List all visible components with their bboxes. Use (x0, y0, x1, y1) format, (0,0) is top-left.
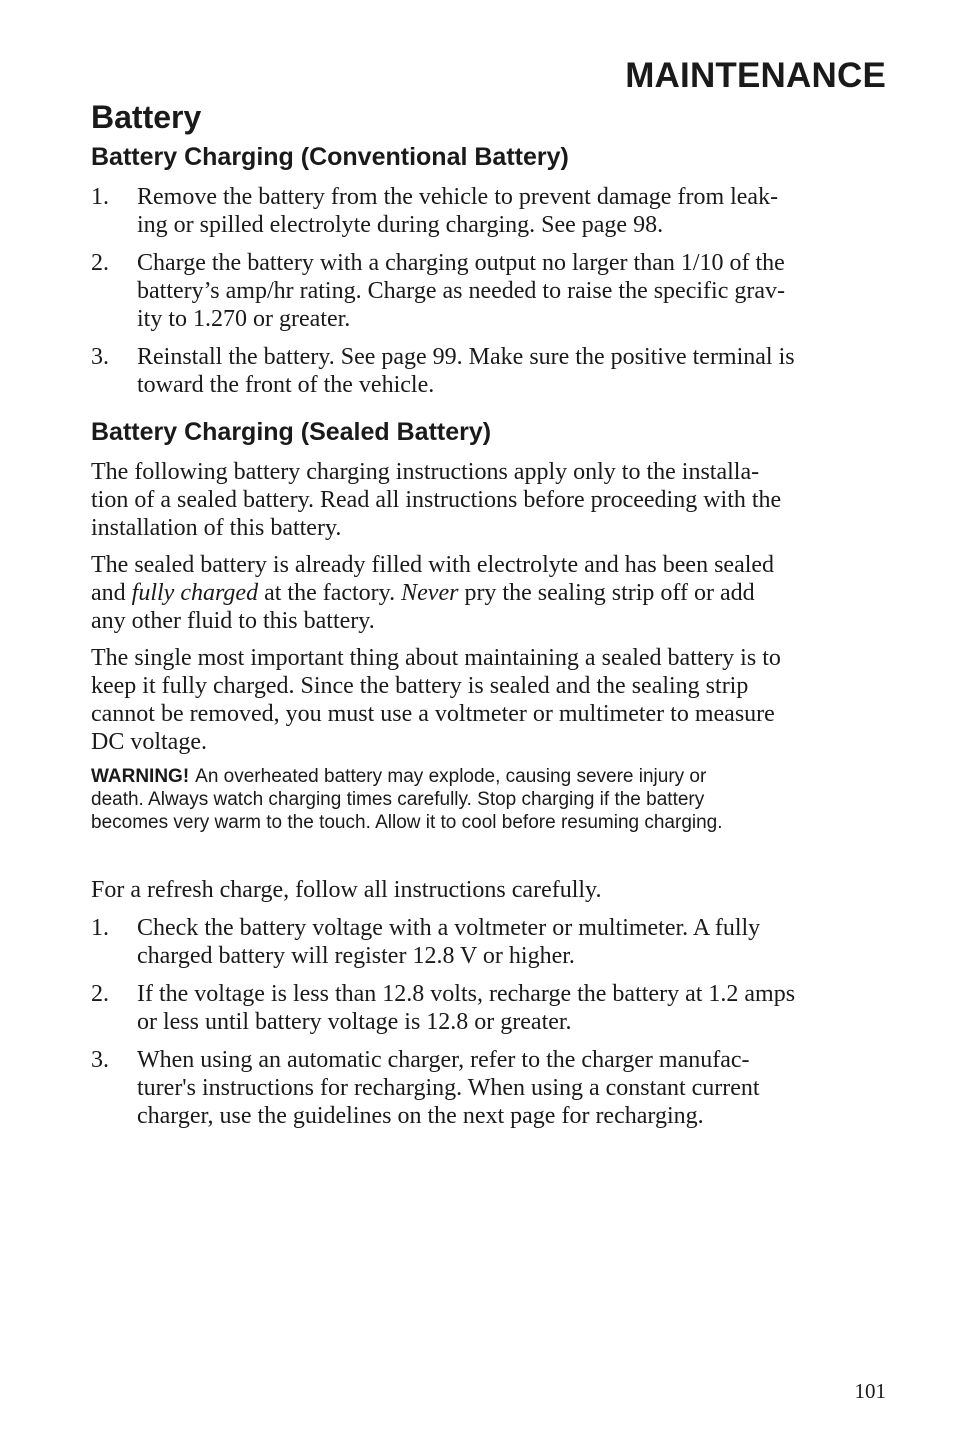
step-line: Reinstall the battery. See page 99. Make sure the positive terminal is (137, 344, 795, 370)
refresh-intro: For a refresh charge, follow all instructions carefully. (91, 877, 602, 903)
paragraph-line: keep it fully charged. Since the battery is sealed and the sealing strip (91, 673, 749, 699)
warning-label: WARNING! (91, 766, 190, 787)
step-line: If the voltage is less than 12.8 volts, recharge the battery at 1.2 amps (137, 981, 796, 1007)
step-number: 3. (91, 1047, 109, 1073)
heading-sealed: Battery Charging (Sealed Battery) (91, 418, 492, 446)
list-item (91, 183, 886, 239)
sealed-maintenance-paragraph (91, 644, 886, 756)
step-number: 1. (91, 184, 109, 210)
sealed-description-paragraph (91, 551, 886, 635)
paragraph-line: tion of a sealed battery. Read all instructions before proceeding with the (91, 487, 782, 513)
list-item (91, 914, 886, 970)
step-line: Remove the battery from the vehicle to prevent damage from leak- (137, 184, 779, 210)
paragraph-line: The following battery charging instructions apply only to the installa- (91, 459, 760, 485)
step-line: charged battery will register 12.8 V or higher. (137, 943, 575, 969)
step-line: Charge the battery with a charging output no larger than 1/10 of the (137, 250, 785, 276)
step-line: toward the front of the vehicle. (137, 372, 435, 398)
warning-text: An overheated battery may explode, causing severe injury or (195, 766, 707, 787)
step-line: When using an automatic charger, refer to the charger manufac- (137, 1047, 750, 1073)
step-line: ing or spilled electrolyte during charging. See page 98. (137, 212, 664, 238)
step-line: ity to 1.270 or greater. (137, 306, 351, 332)
step-line: charger, use the guidelines on the next page for recharging. (137, 1103, 704, 1129)
step-number: 1. (91, 915, 109, 941)
page-number: 101 (854, 1379, 886, 1403)
step-line: battery’s amp/hr rating. Charge as needed to raise the specific grav- (137, 278, 785, 304)
list-item (91, 980, 886, 1036)
emphasis-fully-charged: fully charged (131, 580, 259, 606)
refresh-steps (91, 914, 886, 1130)
section-header: MAINTENANCE (625, 56, 886, 95)
paragraph-line: The sealed battery is already filled with electrolyte and has been sealed (91, 552, 775, 578)
paragraph-line: DC voltage. (91, 729, 207, 755)
paragraph-line (91, 579, 886, 607)
warning-line: becomes very warm to the touch. Allow it to cool before resuming charging. (91, 812, 723, 833)
sealed-intro-paragraph (91, 458, 886, 542)
list-item (91, 1046, 886, 1130)
text-run: and (91, 580, 132, 606)
heading-conventional: Battery Charging (Conventional Battery) (91, 143, 569, 171)
step-line: Check the battery voltage with a voltmeter or multimeter. A fully (137, 915, 761, 941)
text-run: at the factory. (258, 580, 402, 606)
step-line: or less until battery voltage is 12.8 or greater. (137, 1009, 572, 1035)
step-number: 2. (91, 981, 109, 1007)
paragraph-line: cannot be removed, you must use a voltmeter or multimeter to measure (91, 701, 775, 727)
step-number: 2. (91, 250, 109, 276)
warning-notice (91, 765, 886, 834)
page-title: Battery (91, 99, 202, 135)
text-run: pry the sealing strip off or add (458, 580, 755, 606)
step-line: turer's instructions for recharging. When using a constant current (137, 1075, 760, 1101)
paragraph-line: installation of this battery. (91, 515, 342, 541)
warning-line: death. Always watch charging times carefully. Stop charging if the battery (91, 789, 705, 810)
paragraph-line: The single most important thing about maintaining a sealed battery is to (91, 645, 781, 671)
manual-page (91, 0, 886, 1454)
paragraph-line: any other fluid to this battery. (91, 608, 375, 634)
conventional-steps (91, 183, 886, 399)
list-item (91, 249, 886, 333)
warning-line (91, 765, 886, 788)
emphasis-never: Never (401, 580, 459, 606)
step-number: 3. (91, 344, 109, 370)
list-item (91, 343, 886, 399)
